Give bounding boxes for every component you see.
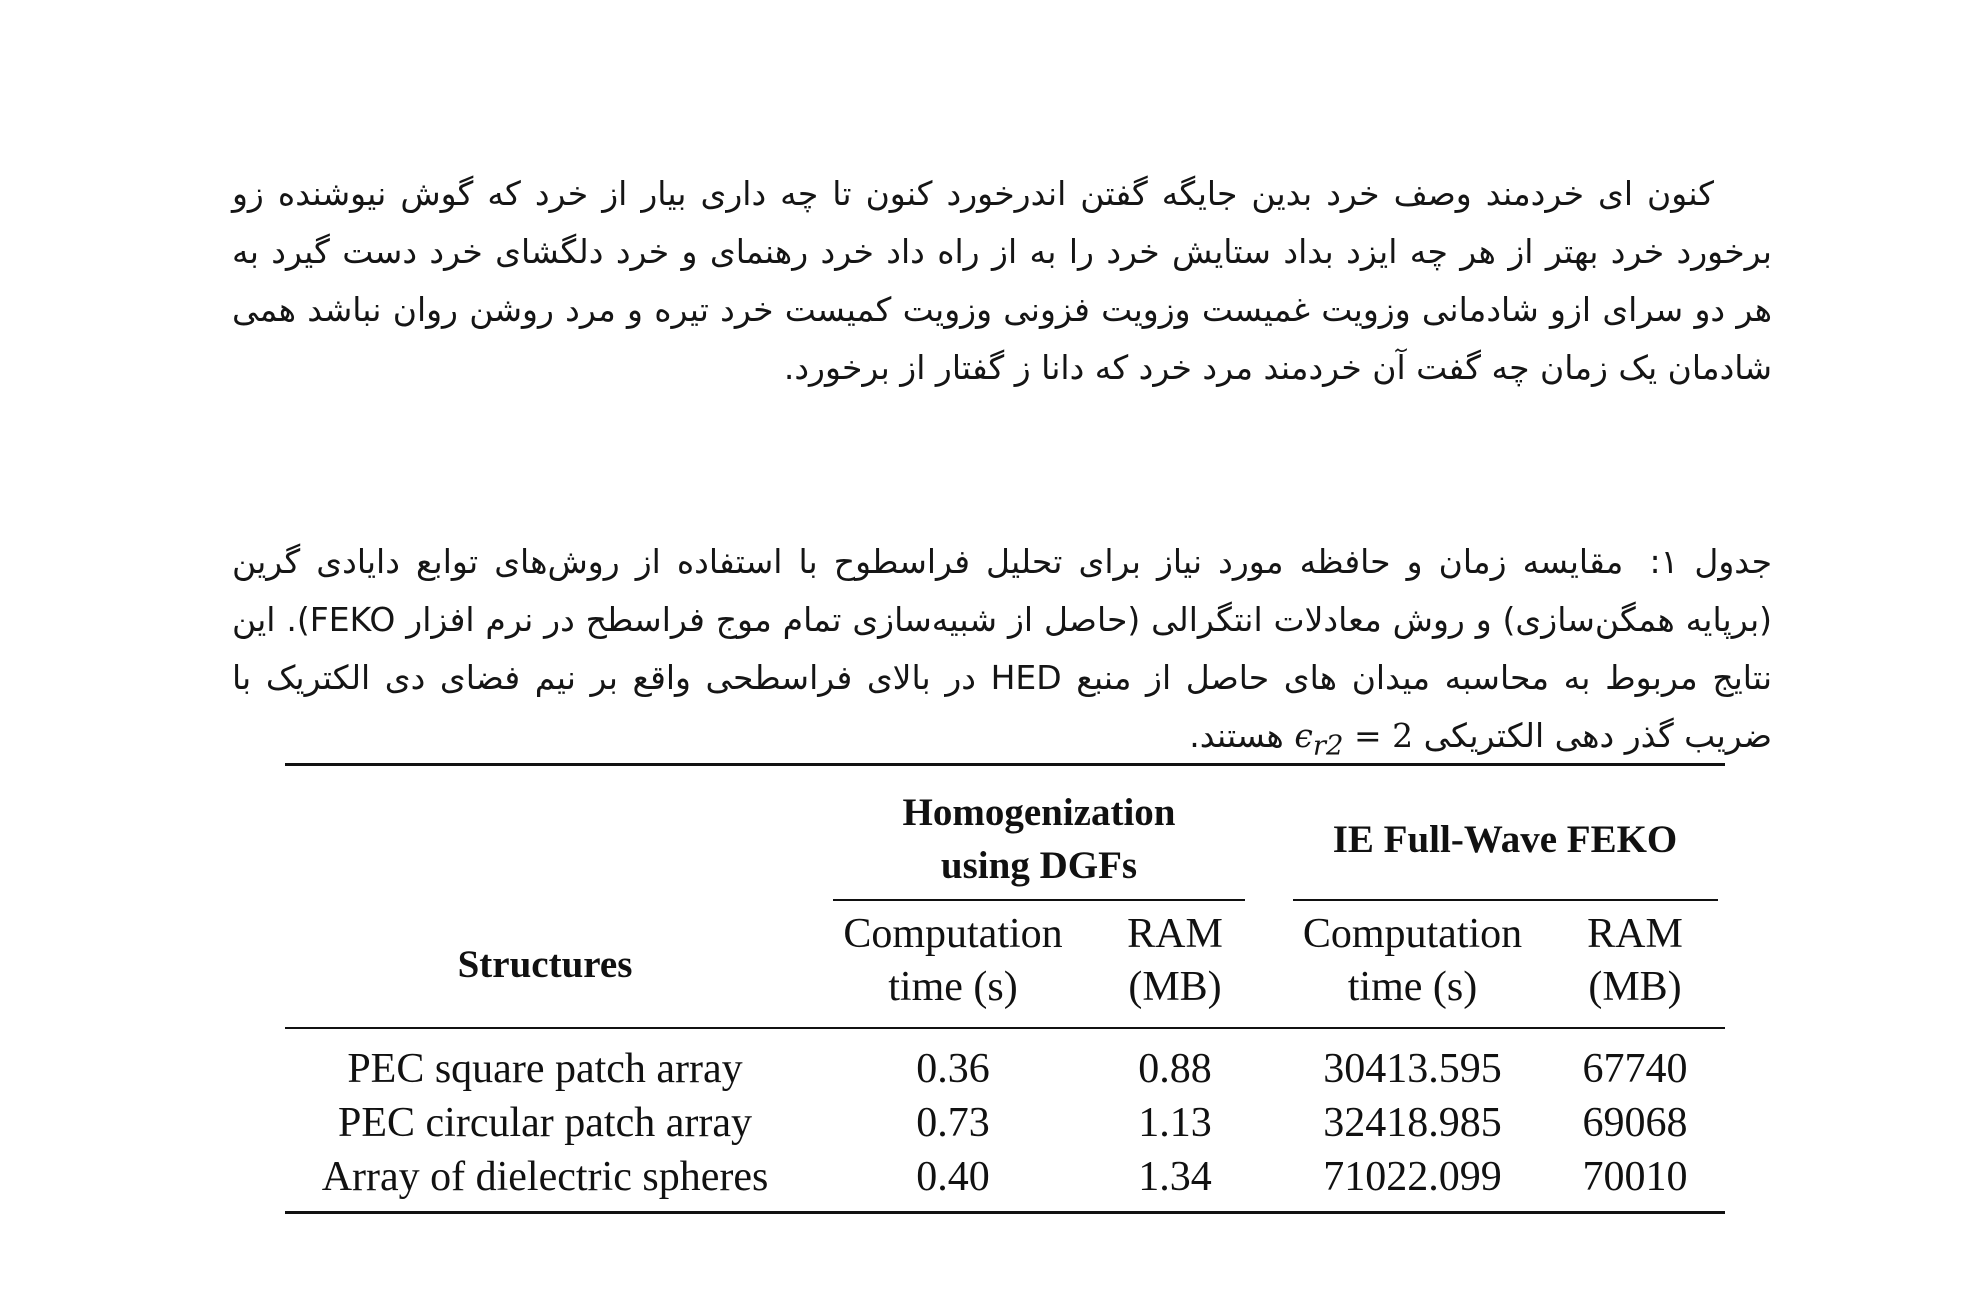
table-cell-feko-ram: 67740: [1582, 1046, 1688, 1092]
top-rule: [285, 763, 1725, 766]
table-cell-dgf-time: 0.36: [916, 1046, 990, 1092]
table-caption: [232, 533, 1772, 775]
subheader-dgf-ram: [1100, 908, 1250, 1014]
subheader-feko-ram-line2: (MB): [1588, 964, 1682, 1010]
table-cell-dgf-ram: 0.88: [1138, 1046, 1212, 1092]
caption-text: مقایسه زمان و حافظه مورد نیاز برای تحلیل فراسطوح با استفاده از روش‌های توابع دایادی گرین (برپایه همگن‌سازی) و روش معادلات انتگرالی (حاصل از شبیه‌سازی تمام موج فراسطح در نرم افزار FEKO). این نتایج مربوط به محاسبه میدان های حاصل از منبع HED در بالای فراسطحی واقع بر نیم فضای دی الکتریک با ضریب گذر دهی الکتریکی: [232, 542, 1773, 755]
persian-paragraph: کنون ای خردمند وصف خرد بدین جایگه گفتن اندرخورد کنون تا چه داری بیار از خرد که گوش نیوشنده زو برخورد خرد بهتر از هر چه ایزد بداد ستایش خرد را به از راه داد خرد رهنمای و خرد دلگشای خرد دست گیرد به هر دو سرای ازو شادمانی وزویت غمیست وزویت فزونی وزویت کمیست خرد تیره و مرد روشن روان نباشد همی شادمان یک زمان چه گفت آن خردمند مرد خرد که دانا ز گفتار از برخورد.: [232, 174, 1772, 387]
subheader-feko-time-line2: time (s): [1347, 964, 1478, 1010]
table-cell-dgf-time: 0.73: [916, 1100, 990, 1146]
header-feko: IE Full-Wave FEKO: [1332, 818, 1678, 861]
table-cell-feko-time: 30413.595: [1323, 1046, 1502, 1092]
subheader-dgf-time-line2: time (s): [888, 964, 1018, 1010]
caption-ending: هستند.: [1189, 716, 1284, 755]
table-cell-feko-time: 71022.099: [1323, 1154, 1502, 1200]
table-cell-dgf-ram: 1.13: [1138, 1100, 1212, 1146]
header-structures: Structures: [457, 943, 633, 986]
header-homogenization-line1: Homogenization: [902, 791, 1176, 834]
mid-rule: [285, 1027, 1725, 1029]
subheader-dgf-ram-line1: RAM: [1127, 911, 1223, 957]
bottom-rule: [285, 1211, 1725, 1214]
table-cell-structure: PEC square patch array: [347, 1046, 743, 1092]
header-homogenization: [833, 786, 1245, 892]
cmidrule-dgf: [833, 899, 1245, 901]
subheader-dgf-ram-line2: (MB): [1128, 964, 1222, 1010]
epsilon-subscript: r2: [1312, 729, 1344, 762]
subheader-dgf-time-line1: Computation: [843, 911, 1063, 957]
subheader-dgf-time: [823, 908, 1083, 1014]
epsilon-symbol: ϵ: [1294, 716, 1313, 755]
caption-math: [1294, 716, 1414, 762]
caption-label: جدول ۱:: [1649, 542, 1772, 581]
table-cell-feko-time: 32418.985: [1323, 1100, 1502, 1146]
equals-two: = 2: [1343, 716, 1414, 755]
table-cell-feko-ram: 69068: [1582, 1100, 1688, 1146]
header-homogenization-line2: using DGFs: [940, 844, 1138, 887]
table-cell-dgf-ram: 1.34: [1138, 1154, 1212, 1200]
subheader-feko-time: [1280, 908, 1545, 1014]
subheader-feko-time-line1: Computation: [1302, 911, 1523, 957]
subheader-feko-ram: [1560, 908, 1710, 1014]
table-cell-feko-ram: 70010: [1582, 1154, 1688, 1200]
cmidrule-feko: [1293, 899, 1718, 901]
table-cell-structure: Array of dielectric spheres: [321, 1154, 769, 1200]
subheader-feko-ram-line1: RAM: [1587, 911, 1683, 957]
table-cell-dgf-time: 0.40: [916, 1154, 990, 1200]
table-cell-structure: PEC circular patch array: [338, 1100, 752, 1146]
